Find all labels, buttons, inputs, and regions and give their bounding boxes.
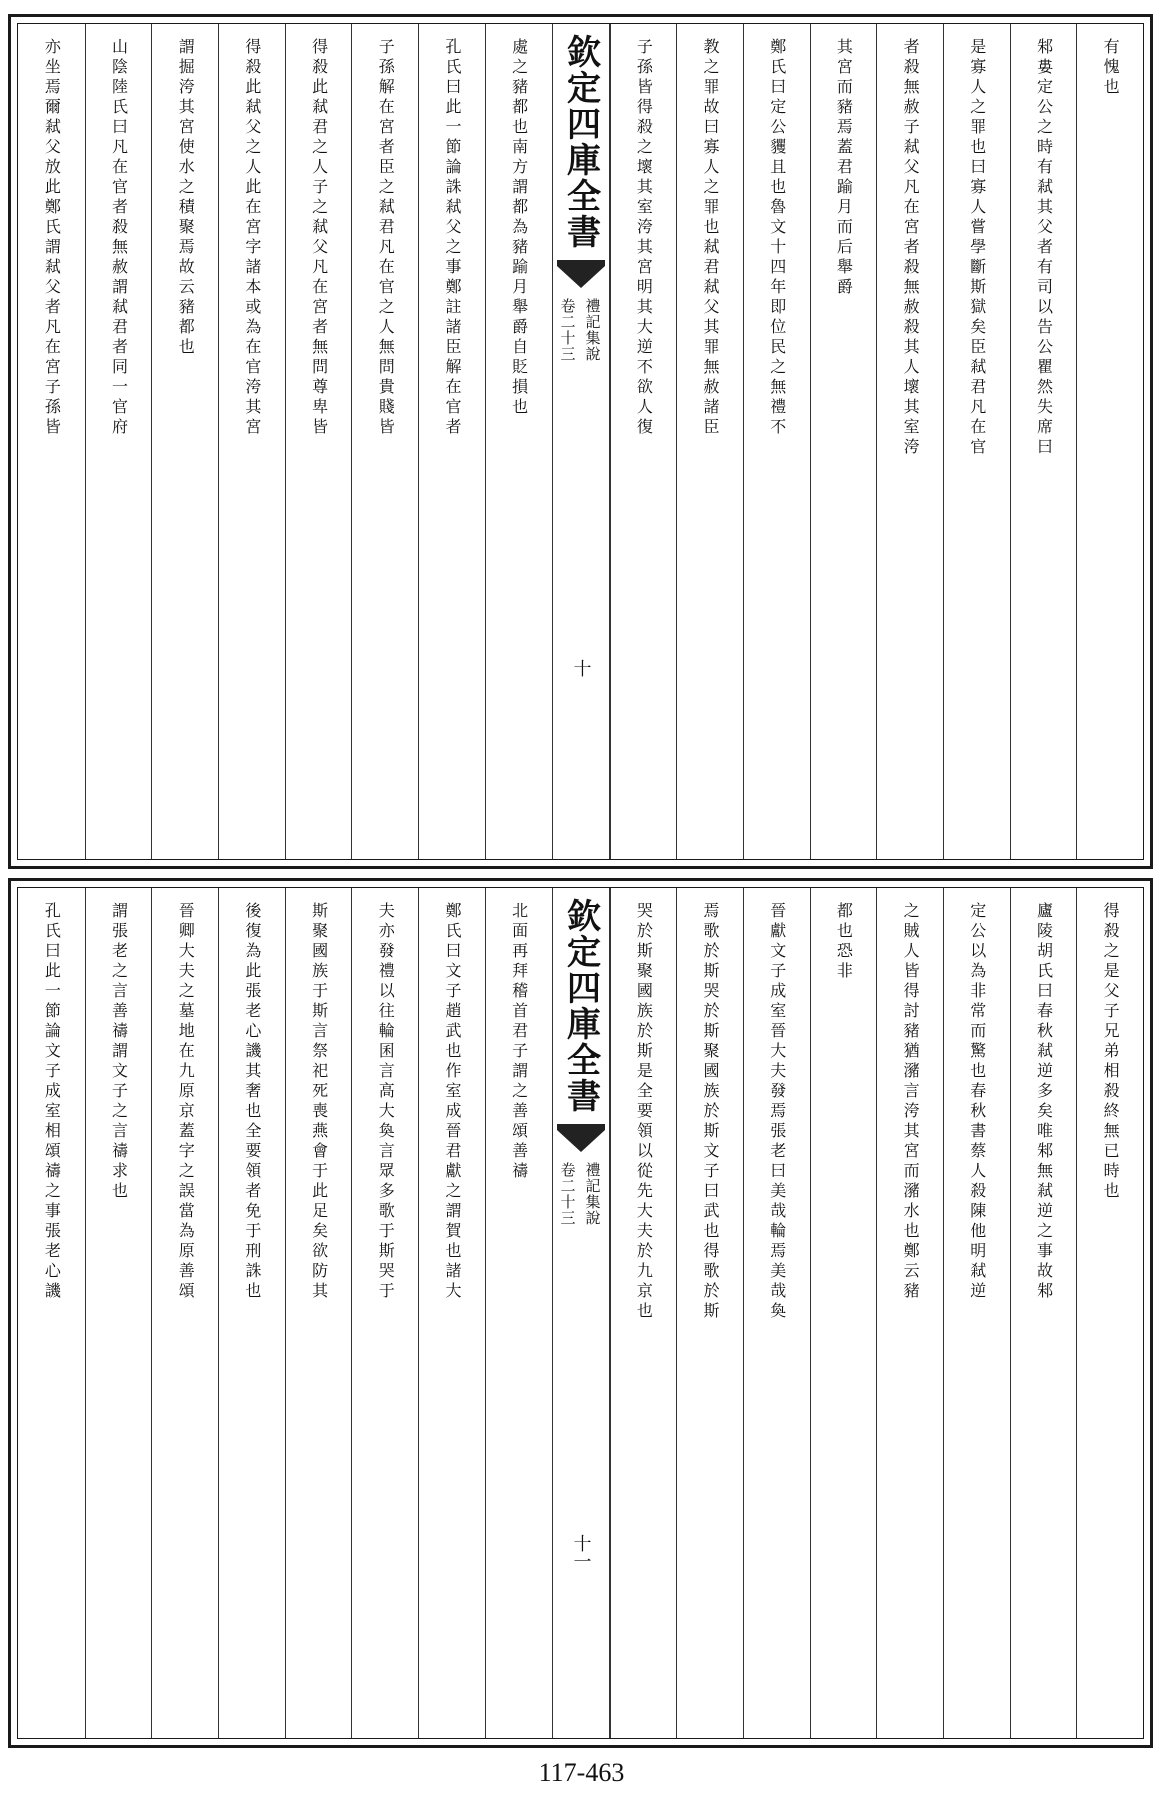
bottom-banner-title: 欽定四庫全書 <box>560 898 601 1114</box>
top-column-text: 其宮而豬焉蓋君踰月而后舉爵 <box>834 38 854 298</box>
bottom-page <box>8 878 1153 1748</box>
top-page-frame <box>17 23 1144 860</box>
top-text-column <box>810 24 877 859</box>
top-page <box>8 14 1153 869</box>
bottom-banner <box>552 888 610 1738</box>
top-column-text: 邾婁定公之時有弒其父者有司以告公瞿然失席曰 <box>1034 38 1054 458</box>
top-banner-folio: 十 <box>570 658 592 677</box>
top-text-column <box>1010 24 1077 859</box>
top-text-column <box>18 24 85 859</box>
bottom-text-column <box>943 888 1010 1738</box>
bottom-text-column <box>1076 888 1143 1738</box>
bottom-text-column <box>85 888 152 1738</box>
bottom-column-text: 之賊人皆得討豬猶瀦言洿其宮而瀦水也鄭云豬 <box>901 902 921 1302</box>
top-text-column <box>1076 24 1143 859</box>
bottom-column-text: 廬陵胡氏曰春秋弒逆多矣唯邾無弒逆之事故邾 <box>1034 902 1054 1302</box>
bottom-text-column <box>285 888 352 1738</box>
bottom-column-text: 定公以為非常而驚也春秋書蔡人殺陳他明弒逆 <box>967 902 987 1302</box>
bottom-text-column <box>218 888 285 1738</box>
bottom-text-column <box>743 888 810 1738</box>
bottom-text-column <box>676 888 743 1738</box>
top-column-text: 孔氏曰此一節論誅弒父之事鄭註諸臣解在官者 <box>442 38 462 438</box>
bottom-column-text: 晉獻文子成室晉大夫發焉張老曰美哉輪焉美哉奐 <box>767 902 787 1322</box>
top-banner-book: 禮記集說 <box>583 298 602 362</box>
top-banner-volume: 卷二十三 <box>558 298 577 362</box>
bottom-column-text: 都也恐非 <box>834 902 854 982</box>
top-text-column <box>485 24 552 859</box>
page-number: 117-463 <box>538 1758 625 1787</box>
bottom-banner-volume: 卷二十三 <box>558 1162 577 1226</box>
top-text-column <box>676 24 743 859</box>
top-text-column <box>218 24 285 859</box>
bottom-column-text: 晉卿大夫之墓地在九原京蓋字之誤當為原善頌 <box>176 902 196 1302</box>
bottom-banner-folio: 十一 <box>570 1534 592 1570</box>
bottom-column-text: 哭於斯聚國族於斯是全要領以從先大夫於九京也 <box>634 902 654 1322</box>
bottom-text-column <box>151 888 218 1738</box>
top-column-text: 鄭氏曰定公貜且也魯文十四年即位民之無禮不 <box>767 38 787 438</box>
top-text-column <box>151 24 218 859</box>
bottom-column-text: 夫亦發禮以往輪囷言高大奐言眾多歌于斯哭于 <box>376 902 396 1302</box>
top-text-column <box>876 24 943 859</box>
top-text-column <box>610 24 677 859</box>
bottom-text-column <box>18 888 85 1738</box>
top-banner <box>552 24 610 859</box>
top-column-text: 處之豬都也南方謂都為豬踰月舉爵自貶損也 <box>509 38 529 418</box>
bottom-banner-subtitle <box>558 1162 604 1226</box>
top-column-text: 得殺此弒君之人子之弒父凡在宮者無問尊卑皆 <box>309 38 329 438</box>
bottom-column-text: 焉歌於斯哭於斯聚國族於斯文子曰武也得歌於斯 <box>701 902 721 1322</box>
top-text-column <box>943 24 1010 859</box>
bottom-text-column <box>876 888 943 1738</box>
bottom-text-column <box>485 888 552 1738</box>
bottom-column-text: 北面再拜稽首君子謂之善頌善禱 <box>509 902 529 1182</box>
top-text-column <box>351 24 418 859</box>
bottom-column-text: 鄭氏曰文子趙武也作室成晉君獻之謂賀也諸大 <box>442 902 462 1302</box>
top-text-column <box>285 24 352 859</box>
top-column-text: 子孫解在宮者臣之弒君凡在官之人無問貴賤皆 <box>376 38 396 438</box>
top-column-text: 子孫皆得殺之壞其室洿其宮明其大逆不欲人復 <box>634 38 654 438</box>
bottom-banner-book: 禮記集說 <box>583 1162 602 1226</box>
bottom-page-frame <box>17 887 1144 1739</box>
top-column-text: 謂掘洿其宮使水之積聚焉故云豬都也 <box>176 38 196 358</box>
bottom-text-column <box>810 888 877 1738</box>
bottom-text-column <box>610 888 677 1738</box>
bottom-column-text: 孔氏曰此一節論文子成室相頌禱之事張老心譏 <box>42 902 62 1302</box>
top-text-column <box>85 24 152 859</box>
bottom-text-column <box>351 888 418 1738</box>
top-banner-title: 欽定四庫全書 <box>560 34 601 250</box>
top-column-text: 山陰陸氏曰凡在官者殺無赦謂弒君者同一官府 <box>109 38 129 438</box>
top-fishtail-mark-icon <box>555 258 607 292</box>
bottom-column-text: 後復為此張老心譏其奢也全要領者免于刑誅也 <box>242 902 262 1302</box>
top-column-text: 者殺無赦子弒父凡在宮者殺無赦殺其人壞其室洿 <box>901 38 921 458</box>
bottom-fishtail-mark-icon <box>555 1122 607 1156</box>
bottom-column-text: 得殺之是父子兄弟相殺終無已時也 <box>1101 902 1121 1202</box>
top-column-text: 教之罪故曰寡人之罪也弒君弒父其罪無赦諸臣 <box>701 38 721 438</box>
top-banner-subtitle <box>558 298 604 362</box>
bottom-column-text: 斯聚國族于斯言祭祀死喪燕會于此足矣欲防其 <box>309 902 329 1302</box>
top-text-column <box>418 24 485 859</box>
top-column-text: 亦坐焉爾弒父放此鄭氏謂弒父者凡在宮子孫皆 <box>42 38 62 438</box>
top-column-text: 是寡人之罪也曰寡人嘗學斷斯獄矣臣弒君凡在官 <box>967 38 987 458</box>
bottom-column-text: 謂張老之言善禱謂文子之言禱求也 <box>109 902 129 1202</box>
top-text-column <box>743 24 810 859</box>
bottom-text-column <box>1010 888 1077 1738</box>
top-column-text: 得殺此弒父之人此在宮字諸本或為在官洿其宮 <box>242 38 262 438</box>
bottom-text-column <box>418 888 485 1738</box>
top-column-text: 有愧也 <box>1101 38 1121 98</box>
